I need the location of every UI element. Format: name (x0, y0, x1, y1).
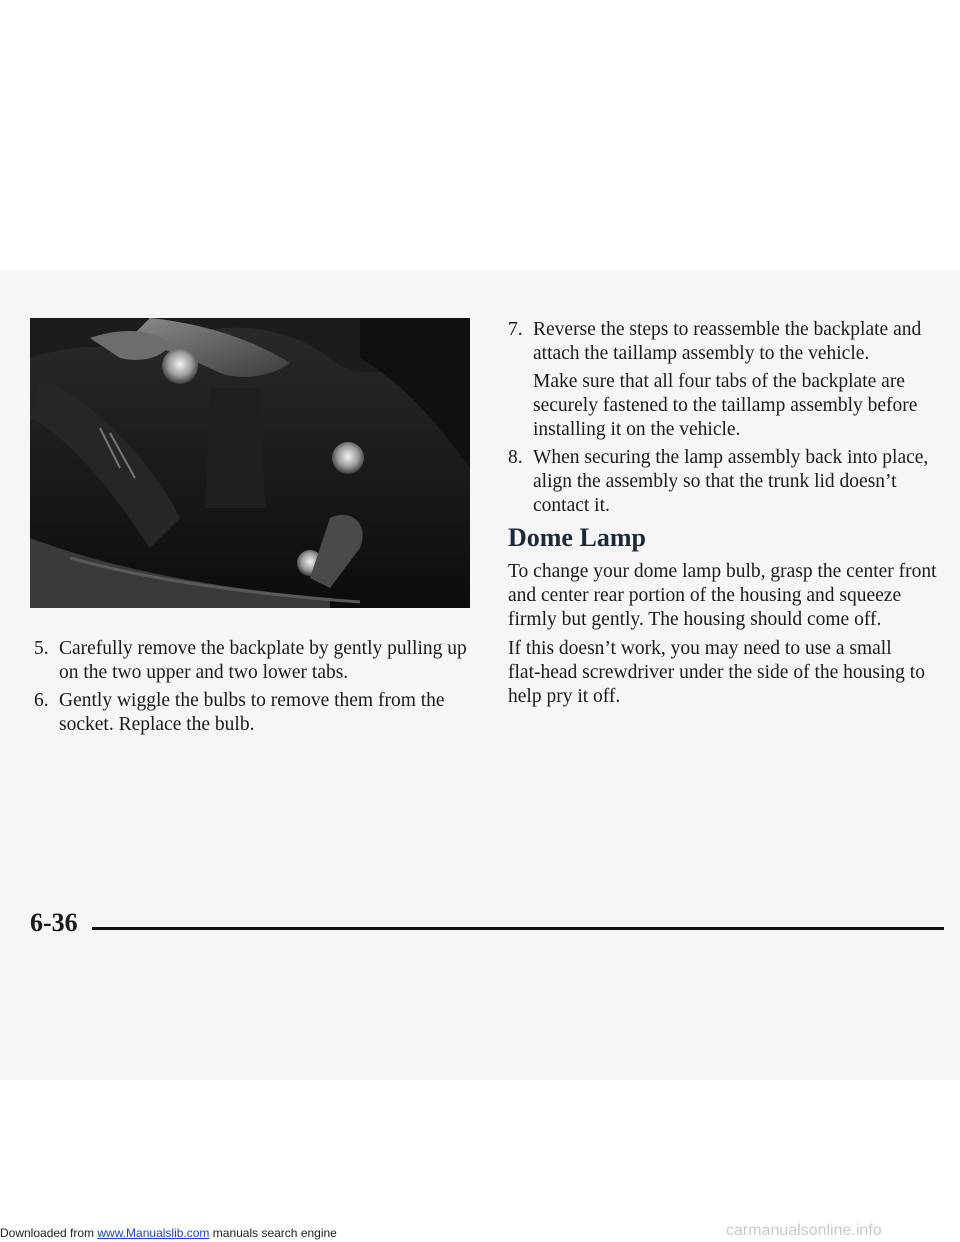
step-number: 5. (34, 638, 49, 659)
text-line: installing it on the vehicle. (533, 419, 741, 440)
paragraph (508, 637, 938, 709)
bulb-socket-illustration (30, 318, 470, 608)
text-line: socket. Replace the bulb. (59, 714, 255, 735)
step-text (533, 318, 921, 366)
text-line: and center rear portion of the housing and squeeze (508, 585, 902, 606)
text-line: align the assembly so that the trunk lid doesn’t (533, 471, 897, 492)
footer-prefix: Downloaded from (0, 1226, 98, 1240)
text-line: flat-head screwdriver under the side of the housing to (508, 662, 925, 683)
footer-suffix: manuals search engine (209, 1226, 337, 1240)
text-line: To change your dome lamp bulb, grasp the center front (508, 561, 937, 582)
text-line: help pry it off. (508, 686, 621, 707)
page-number: 6-36 (30, 908, 78, 937)
text-line: securely fastened to the taillamp assembly before (533, 395, 918, 416)
paragraph (508, 560, 938, 632)
manualslib-link[interactable]: www.Manualslib.com (97, 1226, 210, 1240)
step-number: 8. (508, 447, 523, 468)
section-heading: Dome Lamp (508, 523, 646, 552)
text-line: Carefully remove the backplate by gently pulling up (59, 638, 467, 659)
download-footer (0, 1226, 337, 1240)
step-text (59, 689, 445, 737)
step-text (59, 637, 467, 685)
text-line: When securing the lamp assembly back into place, (533, 447, 929, 468)
text-line: Reverse the steps to reassemble the backplate and (533, 319, 922, 340)
step-number: 7. (508, 319, 523, 340)
footer-rule (92, 927, 944, 930)
text-line: Make sure that all four tabs of the backplate are (533, 371, 905, 392)
step-text (533, 446, 928, 518)
text-line: Gently wiggle the bulbs to remove them from the (59, 690, 445, 711)
text-line: firmly but gently. The housing should come off. (508, 609, 882, 630)
step-text (533, 370, 917, 442)
taillamp-photo (30, 318, 470, 608)
watermark: carmanualsonline.info (726, 1222, 882, 1239)
text-line: contact it. (533, 495, 610, 516)
text-line: attach the taillamp assembly to the vehicle. (533, 343, 870, 364)
text-line: on the two upper and two lower tabs. (59, 662, 349, 683)
step-number: 6. (34, 690, 49, 711)
text-line: If this doesn’t work, you may need to use a small (508, 638, 892, 659)
